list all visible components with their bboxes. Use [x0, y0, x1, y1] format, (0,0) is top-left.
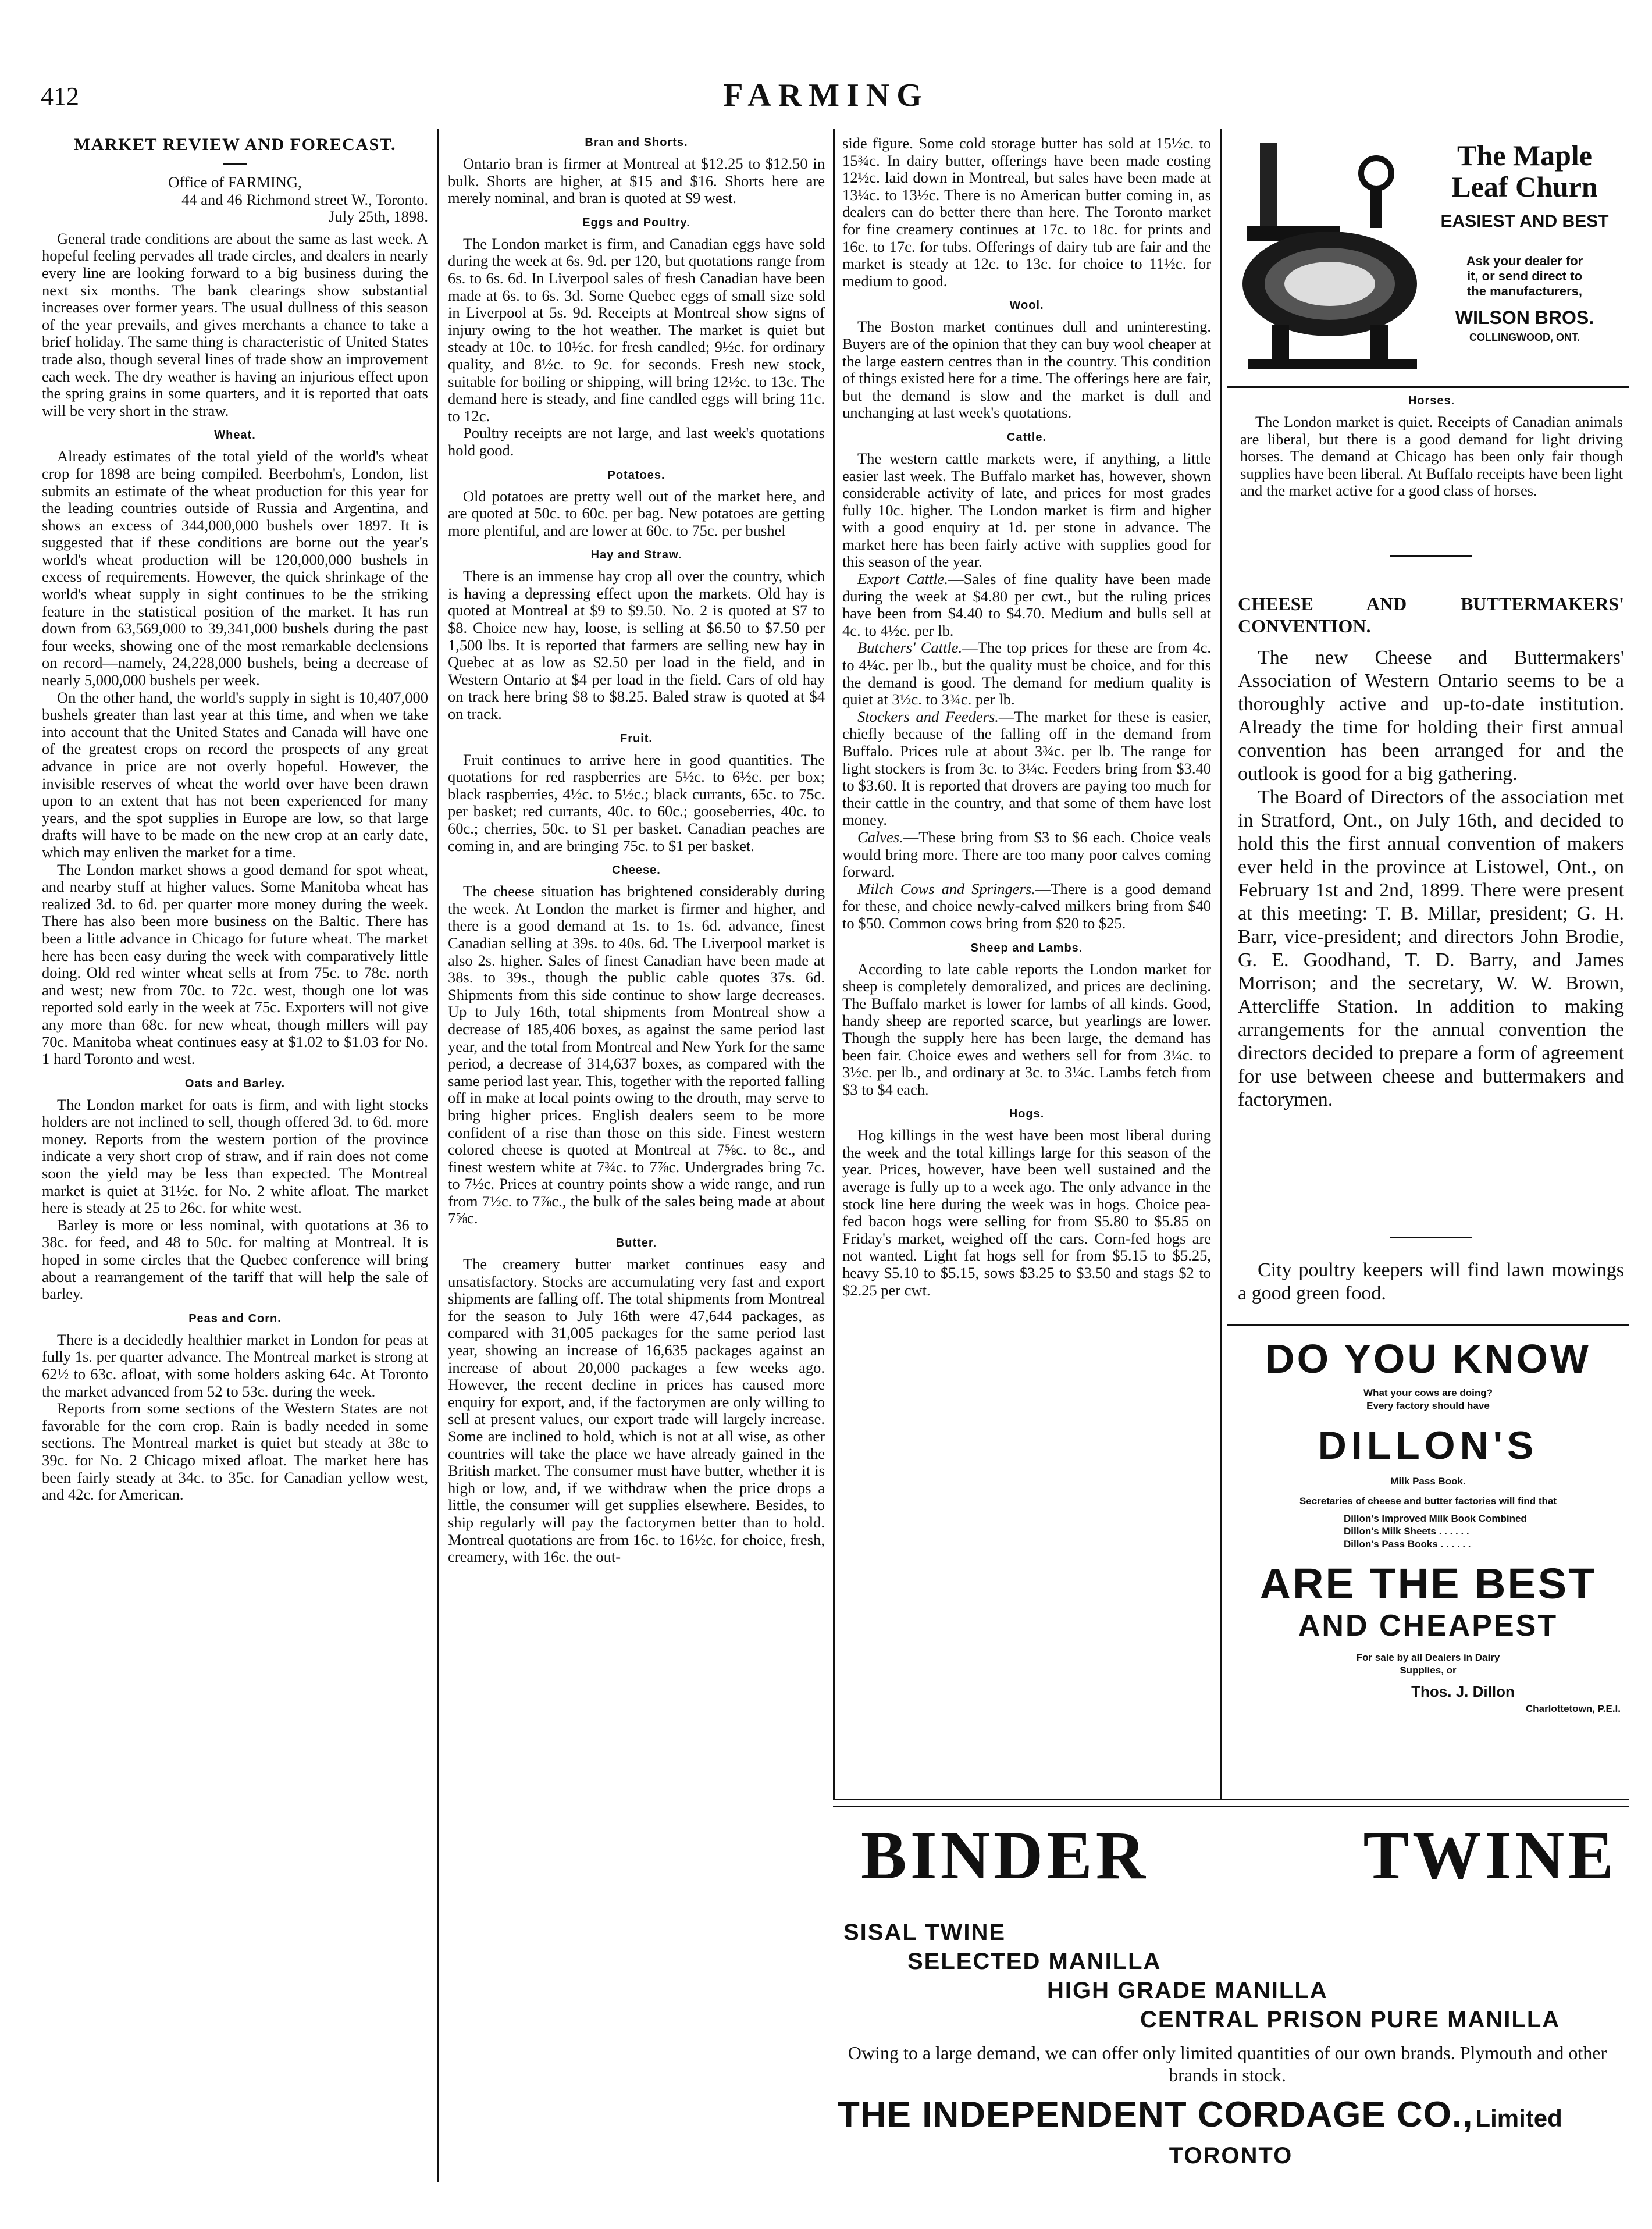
- wheat-heading: Wheat.: [214, 429, 256, 442]
- calves-label: Calves.: [857, 828, 903, 846]
- oats-paragraph-2: Barley is more or less nominal, with quotations at 36 to 38c. for feed, and 48 to 50c. for malting at Montreal. It is hoped in some circles that the Quebec conference will bring about a rearrangement of the tariff that will help the sale of barley.: [42, 1216, 428, 1303]
- hay-heading: Hay and Straw.: [590, 549, 682, 562]
- export-cattle-text: —Sales of fine quality have been made during the week at $4.80 per cwt., but the ruling prices have been from $4.40 to $4.70. Medium and bulls sell at 4c. to 4½c. per lb.: [842, 570, 1211, 639]
- binder-ad-frame: [833, 1799, 1629, 1800]
- potatoes-paragraph: Old potatoes are pretty well out of the market here, and are quoted at 50c. to 60c. per bag. New potatoes are getting more plentiful, and are lower at 60c. to 75c. per bushel: [448, 487, 825, 539]
- dillon-city: Charlottetown, P.E.I.: [1525, 1703, 1621, 1714]
- churn-slogan: EASIEST AND BEST: [1440, 212, 1609, 231]
- churn-city: COLLINGWOOD, ONT.: [1469, 332, 1580, 343]
- date-line: July 25th, 1898.: [329, 208, 428, 226]
- export-cattle-label: Export Cattle.: [857, 570, 949, 588]
- twine-line-1: SISAL TWINE: [843, 1920, 1006, 1945]
- dyk-subline-1: What your cows are doing?: [1363, 1387, 1493, 1398]
- churn-ad-rule: [1227, 386, 1629, 388]
- separator-2: [1390, 1237, 1472, 1238]
- twine-line-3: HIGH GRADE MANILLA: [1047, 1978, 1328, 2003]
- page-number: 412: [41, 82, 79, 111]
- hay-paragraph: There is an immense hay crop all over the country, which is having a depressing effect upon the markets. Old hay is quoted at Montreal at $9 to $9.50. No. 2 is quoted at $7 to $8. Choice new hay, loose, is selling at $6.50 to $7.50 per 1,500 lbs. It is reported that farmers are selling new hay in Quebec at as low as $2.50 per load in the field, and in Western Ontario at $4 per load in the field. Cars of old hay on track here bring $8 to $8.25. Baled straw is quoted at $4 on track.: [448, 567, 825, 723]
- sheep-paragraph: According to late cable reports the London market for sheep is completely demoralized, and prices are declining. The Buffalo market is lower for lambs of all kinds. Good, handy sheep are reported scarce, but yearlings are lower. Though the supply here has been large, the demand has been fair. Choice ewes and wethers sell for from 3¼c. to 3½c. per lb., and ordinary at 3c. to 3¼c. Lambs fetch from $3 to $4 each.: [842, 960, 1211, 1098]
- convention-paragraph-2: The Board of Directors of the association met in Stratford, Ont., on July 16th, and decided to hold this the first annual convention of makers ever held in the province at Listowel, Ont., on February 1st and 2nd, 1899. There were present at this meeting: T. B. Millar, president; G. H. Barr, vice-president; and directors John Brodie, G. E. Goodhand, T. D. Barry, and James Morrison; and the secretary, W. W. Brown, Attercliffe Station. In addition to making arrangements for the annual convention the directors decided to prepare a form of agreement for use between cheese and buttermakers and factorymen.: [1238, 786, 1624, 1110]
- wool-paragraph: The Boston market continues dull and uninteresting. Buyers are of the opinion that they can buy wool cheaper at the large eastern centres than in the country. This condition of things existed here for a time. The offerings here are fair, but the demand is slow and the market is dull and unchanging at last week's quotations.: [842, 318, 1211, 422]
- churn-maker: WILSON BROS.: [1455, 307, 1594, 328]
- cordage-limited: Limited: [1475, 2105, 1562, 2132]
- market-review-title: MARKET REVIEW AND FORECAST.: [74, 135, 396, 154]
- churn-ask-line-3: the manufacturers,: [1466, 284, 1583, 298]
- milch-cows-label: Milch Cows and Springers.: [857, 880, 1035, 898]
- cattle-heading: Cattle.: [1006, 430, 1047, 444]
- milk-pass-book: Milk Pass Book.: [1390, 1476, 1466, 1487]
- wheat-paragraph-2: On the other hand, the world's supply in sight is 10,407,000 bushels greater than last year at this time, and when we take into account that the United States and Canada will have one of the greatest crops on record the prospects of any great advance in price are not overly hopeful. However, the invisible reserves of wheat the world over have been drawn upon to an extent that has not been experienced for many years, and the spot supplies in Europe are low, so that large drafts will have to be made on the new crop at an early date, which may enliven the market for a time.: [42, 688, 428, 861]
- butter-paragraph: The creamery butter market continues easy and unsatisfactory. Stocks are accumulating very fast and export shipments are falling off. The total shipments from Montreal for the season to July 16th were 47,644 packages, as compared with 31,005 packages for the same period last year, showing an increase of 16,635 packages against an increase of about 20,000 packages a few weeks ago. However, the recent decline in prices has caused more enquiry for export, and, if the factorymen are only willing to sell at present values, our export trade will largely increase. Some are inclined to hold, which is not at all wise, as other countries will take the place we have already gained in the British market. The consumer must have butter, whether it is high or low, and, if we withdraw when the price drops a little, the consumer will get supplies elsewhere. Besides, to ship regularly will pay the factorymen better than to hold. Montreal quotations are from 16c. to 16½c. for choice, fresh, creamery, with 16c. the out-: [448, 1255, 825, 1566]
- sheep-heading: Sheep and Lambs.: [970, 941, 1083, 955]
- dyk-subline-2: Every factory should have: [1366, 1400, 1490, 1411]
- secretaries-line: Secretaries of cheese and butter factories will find that: [1299, 1496, 1557, 1507]
- binder-ad-frame-2: [833, 1806, 1629, 1807]
- peas-paragraph-1: There is a decidedly healthier market in London for peas at fully 1s. per quarter advance. The Montreal market is strong at 62½ to 63c. afloat, with some holders asking 64c. At Toronto the market advanced from 52 to 53c. during the week.: [42, 1330, 428, 1400]
- convention-heading: CHEESE AND BUTTERMAKERS' CONVENTION.: [1238, 593, 1624, 636]
- cordage-city: TORONTO: [1169, 2143, 1293, 2169]
- cheese-paragraph: The cheese situation has brightened considerably during the week. At London the market is firmer and higher, and there is a good demand at 1s. to 1s. 6d. advance, finest Canadian selling at 39s. to 40s. 6d. The Liverpool market is also 2s. higher. Sales of finest Canadian have been made at 38s. to 39s., though the public cable quotes 37s. 6d. Shipments from this side continue to show large decreases. Up to July 16th, total shipments from Montreal show a decrease of 185,406 boxes, as against the same period last year, and the total from Montreal and New York for the same period, a decrease of 314,637 boxes, as compared with the same period last year. This, together with the reported falling off in make at local points owing to the drouth, may serve to bring higher prices. English dealers seem to be more confident of a rise than those on this side. Finest western colored cheese is quoted at Montreal at 7⅝c. to 8c., and finest western white at 7¾c. to 7⅞c. Undergrades bring 7c. to 7½c. Prices at country points show a wide range, and run from 7½c. to 7⅞c., the bulk of the sales being made at about 7⅝c.: [448, 882, 825, 1227]
- twine-line-2: SELECTED MANILLA: [907, 1949, 1162, 1974]
- eggs-heading: Eggs and Poultry.: [582, 216, 690, 229]
- dillon-item-2: Dillon's Milk Sheets . . . . . .: [1344, 1526, 1469, 1537]
- and-cheapest: AND CHEAPEST: [1298, 1609, 1558, 1643]
- are-the-best: ARE THE BEST: [1259, 1559, 1597, 1608]
- wheat-paragraph-3: The London market shows a good demand for spot wheat, and nearby stuff at higher values. Some Manitoba wheat has realized 3d. to 6d. per quarter more money during the week. There has also been more business on the Baltic. There has been a little advance in Chicago for future wheat. The market here has been easy during the week with comparatively little doing. Old red winter wheat sells at from 75c. to 78c. north and west; new from 70c. to 72c. west, though one lot was reported sold early in the week at 75c. Exporters will not give any more than 68c. for new wheat, though millers will pay 70c. Manitoba wheat continues easy at $1.02 to $1.03 for No. 1 hard Toronto and west.: [42, 860, 428, 1068]
- horses-paragraph: The London market is quiet. Receipts of Canadian animals are liberal, but there is a good demand for light driving horses. The demand at Chicago has been only fair though supplies have been liberal. At Buffalo receipts have been light and the market active for a good class of horses.: [1240, 413, 1623, 500]
- churn-illustration: [1237, 138, 1429, 371]
- churn-ask-line-2: it, or send direct to: [1466, 269, 1583, 283]
- column-3: [842, 135, 1211, 1299]
- dillon-item-1: Dillon's Improved Milk Book Combined: [1344, 1513, 1527, 1524]
- column-2: [448, 135, 825, 1566]
- bran-heading: Bran and Shorts.: [585, 136, 688, 149]
- title-rule: [223, 163, 247, 165]
- cordage-company: THE INDEPENDENT CORDAGE CO.,: [838, 2095, 1473, 2135]
- office-line: Office of FARMING,: [168, 173, 302, 191]
- sale-line-2: Supplies, or: [1400, 1665, 1457, 1676]
- binder-twine-title: BINDER TWINE: [861, 1817, 1617, 1893]
- churn-title-line-1: The Maple: [1457, 139, 1592, 172]
- cattle-paragraph: The western cattle markets were, if anything, a little easier last week. The Buffalo market has, however, shown considerable activity of late, and prices for most grades fully 10c. higher. The London market is firm and higher with a good enquiry at 1d. per stone in advance. The market here has been fairly active with supplies good for this season of the year.: [842, 449, 1211, 571]
- dillons-heading: DILLON'S: [1318, 1423, 1539, 1468]
- twine-line-4: CENTRAL PRISON PURE MANILLA: [1140, 2007, 1561, 2032]
- do-you-know-heading: DO YOU KNOW: [1265, 1336, 1591, 1381]
- dillon-name: Thos. J. Dillon: [1411, 1683, 1515, 1700]
- milch-cows-paragraph: [842, 881, 1211, 932]
- potatoes-heading: Potatoes.: [607, 468, 665, 482]
- separator-1: [1390, 555, 1472, 557]
- butchers-cattle-paragraph: [842, 639, 1211, 708]
- address-line: 44 and 46 Richmond street W., Toronto.: [181, 190, 428, 208]
- column-rule-3: [1220, 129, 1222, 1799]
- convention-section: [1238, 577, 1624, 1112]
- butchers-cattle-text: —The top prices for these are from 4c. to 4¼c. per lb., but the quality must be choice, and for this the demand is good. The demand for medium quality is quiet at 3½c. to 3¾c. per lb.: [842, 639, 1211, 708]
- cheese-heading: Cheese.: [612, 864, 661, 877]
- wool-heading: Wool.: [1009, 299, 1044, 312]
- dillons-ad: [1227, 1336, 1629, 1795]
- running-head: FARMING: [723, 77, 929, 113]
- column-1: [42, 135, 428, 1504]
- poultry-note: [1238, 1259, 1624, 1305]
- wheat-paragraph-1: Already estimates of the total yield of the world's wheat crop for 1898 are being compiled. Beerbohm's, London, list submits an estimate of the wheat production for this year for the leading countries outside of Russia and Argentina, and shows an excess of 344,000,000 bushels over 1897. It is suggested that if these conditions are borne out the year's world's wheat production will be 120,000,000 bushels in excess of requirements. However, the quick shrinkage of the world's wheat supply in sight continues to be the striking feature in the statistical position of the market. It has run down from 63,569,000 to 39,341,000 bushels during the past four weeks, showing one of the most remarkable declensions on record—namely, 24,228,000 bushels, being a decrease of nearly 5,000,000 bushels per week.: [42, 447, 428, 689]
- butter-continued: side figure. Some cold storage butter has sold at 15½c. to 15¾c. In dairy butter, offerings have been made costing 12½c. laid down in Montreal, but sales have been made at 13¼c. to 13½c. There is no American butter coming in, as dealers can do better there than here. The Toronto market for fine creamery continues at 17c. to 18c. for prints and 16c. to 17c. for tubs. Offerings of dairy tub are fair and the market is steady at 12c. to 13c. for choice to 11½c. for medium to good.: [842, 134, 1211, 290]
- fruit-paragraph: Fruit continues to arrive here in good quantities. The quotations for red raspberries are 5½c. to 6½c. per box; black raspberries, 4½c. to 5½c.; black currants, 65c. to 75c. per basket; red currants, 40c. to 60c.; gooseberries, 40c. to 60c.; cherries, 50c. to $1 per basket. Canadian peaches are coming in, and are bringing 75c. to $1 per basket.: [448, 750, 825, 854]
- stockers-text: —The market for these is easier, chiefly because of the falling off in the demand from Buffalo. Prices rule at about 3¾c. per lb. The range for light stockers is from 3c. to 3¼c. Feeders bring from $3.40 to $3.60. It is reported that drovers are paying too much for their cattle in the country, and that some of them have lost money.: [842, 707, 1211, 829]
- dillon-ad-top-rule: [1227, 1324, 1629, 1326]
- eggs-paragraph-1: The London market is firm, and Canadian eggs have sold during the week at 6s. 9d. per 120, but quotations range from 6s. to 6s. 6d. In Liverpool sales of fresh Canadian have been made at 6s. to 6s. 3d. Some Quebec eggs of small size sold in Liverpool at 5s. 9d. Receipts at Montreal show signs of injury owing to the hot weather. The market is quiet but steady at 10c. to 10½c. for fresh candled; 9½c. for ordinary quality, and 8½c. to 9c. for seconds. Fresh new stock, suitable for boiling or shipping, will bring 12½c. to 13c. The demand here is steady, and fine candled eggs will bring 11c. to 12c.: [448, 234, 825, 425]
- churn-ask-line-1: Ask your dealer for: [1466, 254, 1583, 268]
- hogs-paragraph: Hog killings in the west have been most liberal during the week and the total killings large for this season of the year. Prices, however, have been well sustained and the average is fully up to a week ago. The only advance in the stock line here during the week was in hogs. Choice pea-fed bacon hogs were selling for from $5.80 to $5.85 on Friday's market, weighed off the cars. Corn-fed hogs are not wanted. Light fat hogs sell for from $5.15 to $5.25, heavy $5.10 to $5.15, sows $3.25 to $3.50 and stags $2 to $2.25 per cwt.: [842, 1126, 1211, 1299]
- poultry-paragraph: City poultry keepers will find lawn mowings a good green food.: [1238, 1259, 1624, 1304]
- butter-heading: Butter.: [615, 1237, 657, 1250]
- hogs-heading: Hogs.: [1009, 1108, 1045, 1121]
- fruit-heading: Fruit.: [620, 732, 653, 745]
- eggs-paragraph-2: Poultry receipts are not large, and last week's quotations hold good.: [448, 424, 825, 459]
- peas-heading: Peas and Corn.: [188, 1312, 282, 1325]
- butchers-cattle-label: Butchers' Cattle.: [857, 639, 963, 657]
- intro-paragraph: General trade conditions are about the same as last week. A hopeful feeling pervades all trade circles, and dealers in nearly every line are looking forward to a big business during the next six months. The bank clearings show substantial increases over former years. The usual dullness of this season of the year prevails, and gives merchants a chance to take a brief holiday. The same thing is characteristic of United States trade also, though several lines of trade show an improvement each week. The dry weather is having an injurious effect upon the spring grains in some quarters, and it is reported that oats will be very short in the straw.: [42, 229, 428, 419]
- convention-paragraph-1: The new Cheese and Buttermakers' Association of Western Ontario seems to be a thoroughly active and up-to-date institution. Already the time for holding their first annual convention has been arranged for and the outlook is good for a big gathering.: [1238, 646, 1624, 785]
- stockers-paragraph: [842, 708, 1211, 829]
- binder-note: Owing to a large demand, we can offer only limited quantities of our own brands. Plymouth and other brands in stock.: [848, 2042, 1607, 2085]
- milch-cows-text: —There is a good demand for these, and choice newly-calved milkers bring from $40 to $50. Common cows bring from $20 to $25.: [842, 880, 1211, 932]
- peas-paragraph-2: Reports from some sections of the Western States are not favorable for the corn crop. Rain is badly needed in some sections. The Montreal market is quiet but steady at 38c to 39c. for No. 2 Chicago mixed afloat. The market here has been fairly steady at 34c. to 35c. for Canadian yellow west, and 42c. for American.: [42, 1400, 428, 1504]
- column-rule-1: [437, 129, 439, 2182]
- maple-leaf-churn-ad: [1231, 133, 1626, 383]
- oats-paragraph-1: The London market for oats is firm, and with light stocks holders are not inclined to sell, though offered 3d. to 6d. more money. Reports from the western portion of the province indicate a very short crop of straw, and if rain does not come soon the yield may be less than expected. The Montreal market is quiet at 31½c. for No. 2 white afloat. The market here is steady at 25 to 26c. for white west.: [42, 1095, 428, 1217]
- calves-text: —These bring from $3 to $6 each. Choice veals would bring more. There are too many poor calves coming forward.: [842, 828, 1211, 881]
- export-cattle-paragraph: [842, 571, 1211, 639]
- calves-paragraph: [842, 829, 1211, 881]
- bran-paragraph: Ontario bran is firmer at Montreal at $12.25 to $12.50 in bulk. Shorts are higher, at $15 and $16. Shorts here are merely nominal, and bran is quoted at $9 west.: [448, 155, 825, 207]
- column-rule-2: [833, 129, 835, 1799]
- oats-heading: Oats and Barley.: [184, 1077, 286, 1090]
- stockers-label: Stockers and Feeders.: [857, 707, 999, 725]
- dillon-item-3: Dillon's Pass Books . . . . . .: [1344, 1539, 1471, 1550]
- horses-section: [1240, 394, 1623, 500]
- binder-twine-ad: [838, 1810, 1624, 2188]
- horses-heading: Horses.: [1408, 394, 1455, 407]
- churn-title-line-2: Leaf Churn: [1451, 170, 1598, 203]
- sale-line-1: For sale by all Dealers in Dairy: [1356, 1652, 1500, 1663]
